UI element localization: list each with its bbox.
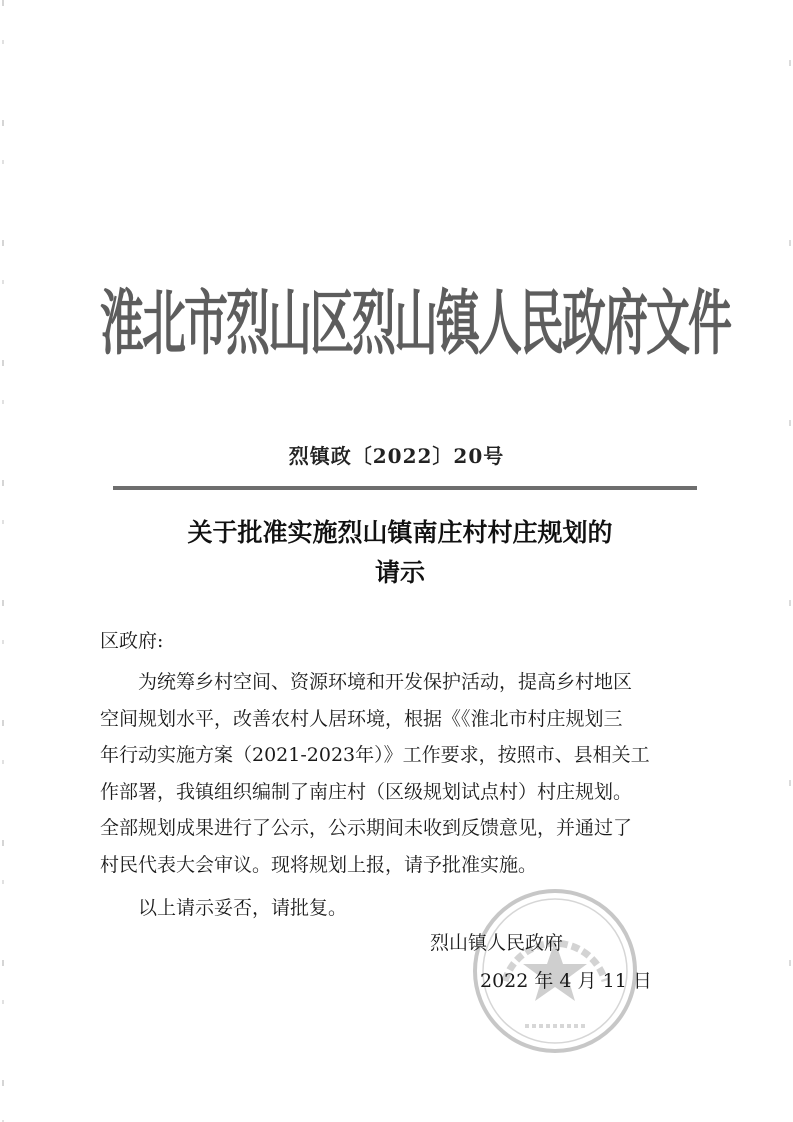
body-line-text: 为统筹乡村空间、资源环境和开发保护活动，提高乡村地区	[138, 671, 633, 693]
signatory: 烈山镇人民政府	[430, 932, 564, 954]
recipient: 区政府:	[100, 630, 164, 652]
closing-text: 以上请示妥否，请批复。	[138, 897, 348, 919]
body-line: 作部署，我镇组织编制了南庄村（区级规划试点村）村庄规划。	[100, 780, 633, 803]
header-divider	[113, 486, 697, 490]
scan-edge-left	[2, 0, 4, 1122]
issuer-title: 淮北市烈山区烈山镇人民政府文件	[100, 283, 730, 366]
document-title-line-2: 请示	[374, 558, 425, 587]
body-line	[100, 664, 700, 701]
body-paragraph	[100, 664, 700, 883]
body-line: 村民代表大会审议。现将规划上报，请予批准实施。	[100, 853, 538, 876]
document-title-line-1: 关于批准实施烈山镇南庄村村庄规划的	[187, 518, 613, 547]
body-line: 全部规划成果进行了公示，公示期间未收到反馈意见，并通过了	[100, 817, 633, 839]
body-line: 年行动实施方案（2021-2023年）》工作要求，按照市、县相关工	[100, 744, 650, 766]
scan-edge-right	[789, 0, 791, 1122]
document-number: 烈镇政〔2022〕20号	[288, 444, 505, 468]
body-line: 空间规划水平，改善农村人居环境，根据《《淮北市村庄规划三	[100, 707, 623, 730]
document-title	[100, 513, 700, 593]
signature-date: 2022 年 4 月 11 日	[480, 970, 652, 992]
